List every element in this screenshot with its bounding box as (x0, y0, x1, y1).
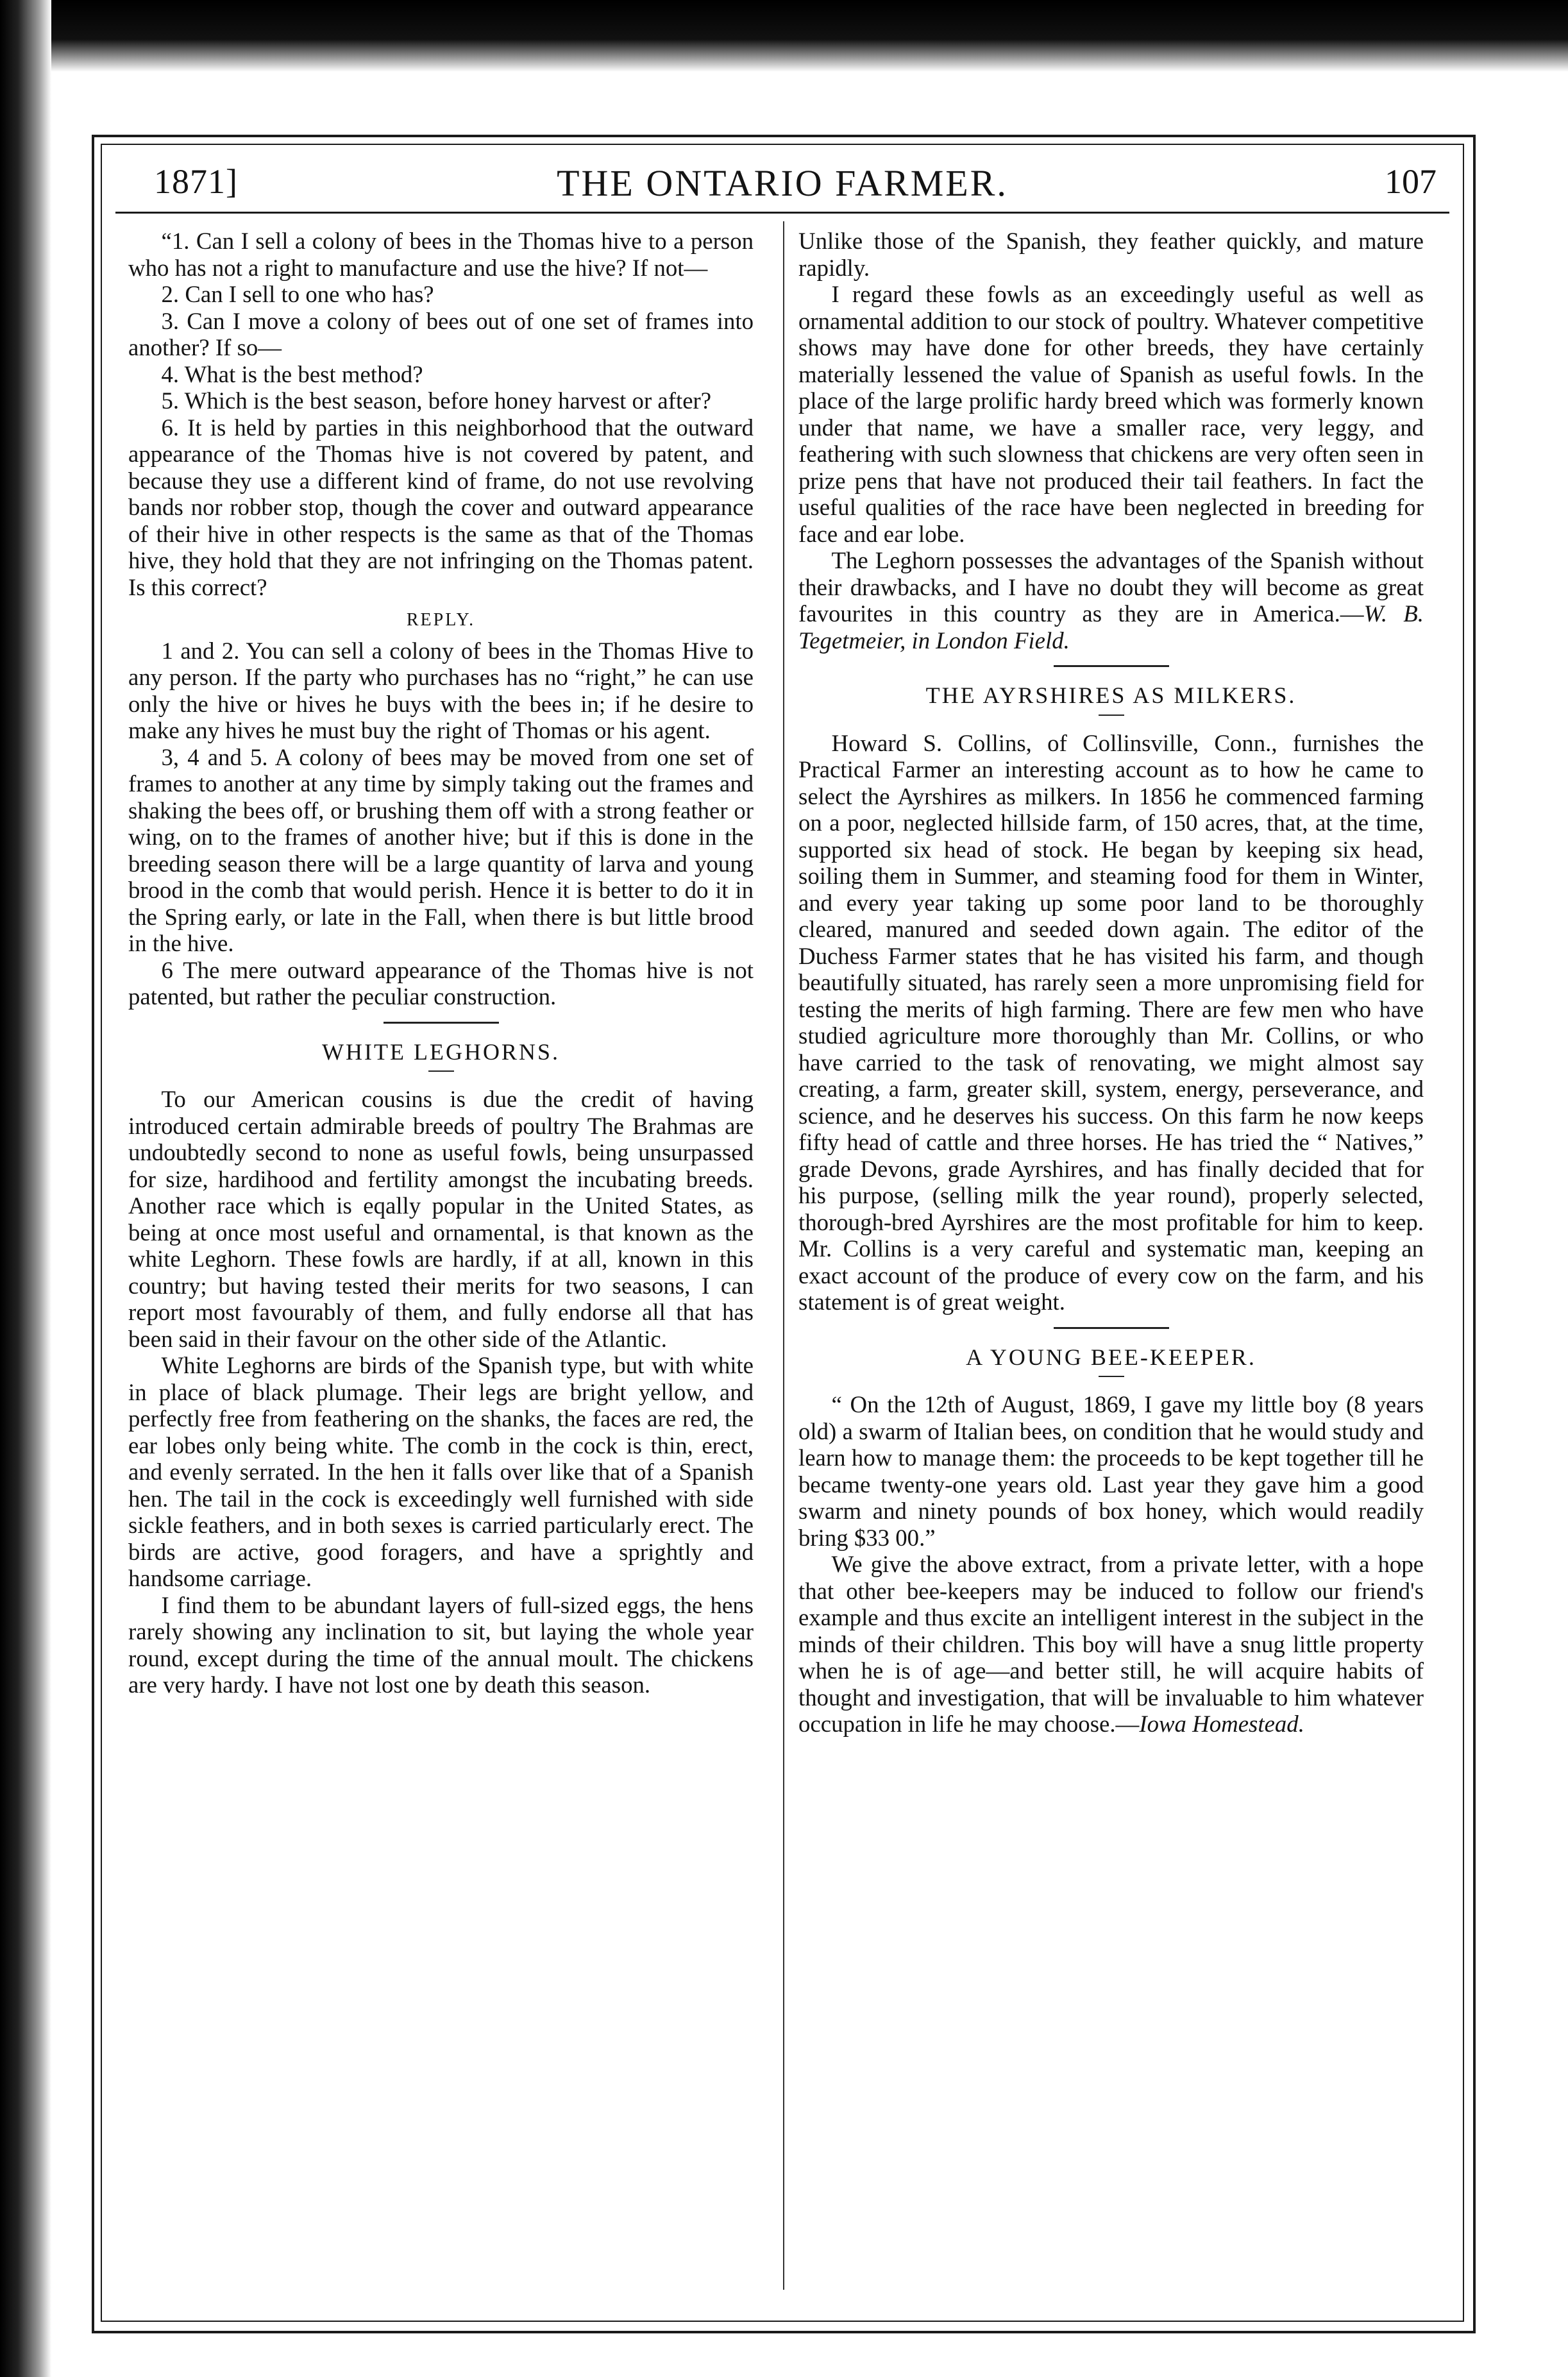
article-paragraph (798, 547, 1424, 654)
title-rule (1099, 1376, 1124, 1377)
question-paragraph: 2. Can I sell to one who has? (161, 281, 434, 307)
article-attribution: Iowa Homestead. (1139, 1711, 1304, 1737)
question-paragraph: 4. What is the best method? (161, 360, 423, 387)
question-paragraph: 3. Can I move a colony of bees out of one set of frames into another? If so— (128, 307, 754, 360)
reply-paragraph: 1 and 2. You can sell a colony of bees in the Thomas Hive to any person. If the party who purchases has no “right,” he can use only the hive or hives he buys with the bees in; if he desire to make any hives he must buy the right of Thomas or his agent. (128, 637, 754, 743)
section-rule (1054, 665, 1169, 667)
reply-paragraph: 3, 4 and 5. A colony of bees may be moved from one set of frames to another at any time by simply taking out the frames and shaking the bees off, or brushing them off with a strong feather or wing, on to the frames of another hive; but if this is done in the breeding season there will be a large quantity of larva and young brood in the comb that would perish. Hence it is better to do it in the Spring early, or late in the Fall, when there is but little brood in the hive. (128, 743, 754, 956)
article-paragraph: I regard these fowls as an exceedingly useful as well as ornamental addition to our stock of poultry. Whatever competitive shows may have done for other breeds, they have certainly materially lessened the value of Spanish as useful fowls. In the place of the large prolific hardy breed which was formerly known under that name, we have a smaller race, very leggy, and feathering with such slowness that chickens are very often seen in prize pens that have not produced their tail feathers. In fact the useful qualities of the race have been neglected in breeding for face and ear lobe. (798, 281, 1424, 547)
article-title-white-leghorns: WHITE LEGHORNS. (322, 1038, 560, 1065)
article-paragraph: “ On the 12th of August, 1869, I gave my little boy (8 years old) a swarm of Italian bees, on condition that he would study and learn how to manage them: the proceeds to be kept together till he became twenty-one years old. Last year they gave him a good swarm and ninety pounds of box honey, which would readily bring $33 00.” (798, 1391, 1424, 1551)
scan-border-top (0, 0, 1568, 72)
article-title-ayrshires: THE AYRSHIRES AS MILKERS. (925, 682, 1297, 708)
article-paragraph (798, 1551, 1424, 1738)
article-paragraph: Unlike those of the Spanish, they feather quickly, and mature rapidly. (798, 228, 1424, 281)
question-paragraph: 5. Which is the best season, before honey harvest or after? (161, 387, 712, 414)
title-rule (1099, 715, 1124, 716)
article-text: The Leghorn possesses the advantages of the Spanish without their drawbacks, and I have no doubt they will become as great favourites in this country as they are in America.— (798, 547, 1424, 627)
section-rule (1054, 1327, 1169, 1329)
question-paragraph: “1. Can I sell a colony of bees in the Thomas hive to a person who has not a right to manufacture and use the hive? If not— (128, 228, 754, 281)
article-text: We give the above extract, from a private letter, with a hope that other bee-keepers may be induced to follow our friend's example and thus excite an intelligent interest in the subject in the minds of their children. This boy will have a snug little property when he is of age—and better still, he will acquire habits of thought and investigation, that will be invaluable to him whatever occupation in life he may choose.— (798, 1551, 1424, 1737)
right-column (798, 228, 1424, 1738)
question-paragraph: 6. It is held by parties in this neighborhood that the outward appearance of the Thomas hive is not covered by patent, and because they use a different kind of frame, do not use revolving bands nor robber stop, though the cover and outward appearance of their hive in other respects is the same as that of the Thomas hive, they hold that they are not infringing on the Thomas patent. Is this correct? (128, 414, 754, 600)
article-paragraph: Howard S. Collins, of Collinsville, Conn., furnishes the Practical Farmer an interesting account as to how he came to select the Ayrshires as milkers. In 1856 he commenced farming on a poor, neglected hillside farm, of 150 acres, that, at the time, supported six head of stock. He began by keeping six head, soiling them in Summer, and steaming food for them in Winter, and every year taking up some poor land to be thoroughly cleared, manured and seeded down again. The editor of the Duchess Farmer states that he has visited his farm, and though beautifully situated, has rarely seen a more unpromising field for testing the merits of high farming. There are few men who have studied agriculture more thoroughly than Mr. Collins, or who have carried to the task of renovating, we might almost say creating, a farm, greater skill, system, energy, perseverance, and science, and he deserves his success. On this farm he now keeps fifty head of cattle and three horses. He has tried the “ Natives,” grade Devons, grade Ayrshires, and has finally decided that for his purpose, (selling milk the year round), properly selected, thorough-bred Ayrshires are the most profitable for him to keep. Mr. Collins is a very careful and systematic man, keeping an exact account of the produce of every cow on the farm, and his statement is of great weight. (798, 729, 1424, 1315)
header-year: 1871] (154, 162, 238, 201)
running-header (115, 154, 1449, 214)
article-title-bee-keeper: A YOUNG BEE-KEEPER. (966, 1344, 1256, 1370)
reply-heading: REPLY. (406, 610, 476, 630)
article-paragraph: White Leghorns are birds of the Spanish type, but with white in place of black plumage. Their legs are bright yellow, and perfectly free from feathering on the shanks, the faces are red, the ear lobes only being white. The comb in the cock is thin, erect, and evenly serrated. In the hen it falls over like that of a Spanish hen. The tail in the cock is exceedingly well furnished with side sickle feathers, and in both sexes is carried particularly erect. The birds are active, good foragers, and have a sprightly and handsome carriage. (128, 1352, 754, 1591)
scan-border-left (0, 0, 51, 2377)
article-paragraph: I find them to be abundant layers of full-sized eggs, the hens rarely showing any inclination to sit, but laying the whole year round, except during the time of the annual moult. The chickens are very hardy. I have not lost one by death this season. (128, 1591, 754, 1698)
page-number: 107 (1385, 162, 1437, 201)
article-attribution: W. B. Tegetmeier, in London Field. (798, 600, 1424, 654)
left-column (128, 228, 754, 1698)
publication-title: THE ONTARIO FARMER. (557, 162, 1008, 204)
column-divider (783, 221, 784, 2290)
title-rule (428, 1070, 454, 1072)
section-rule (384, 1022, 499, 1024)
reply-paragraph: 6 The mere outward appearance of the Thomas hive is not patented, but rather the peculiar construction. (128, 956, 754, 1010)
article-paragraph: To our American cousins is due the credit of having introduced certain admirable breeds of poultry The Brahmas are undoubtedly second to none as useful fowls, being unsurpassed for size, hardihood and fertility amongst the incubating breeds. Another race which is eqally popular in the United States, as being at once most useful and ornamental, is that known as the white Leghorn. These fowls are hardly, if at all, known in this country; but having tested their merits for two seasons, I can report most favourably of them, and fully endorse all that has been said in their favour on the other side of the Atlantic. (128, 1086, 754, 1352)
